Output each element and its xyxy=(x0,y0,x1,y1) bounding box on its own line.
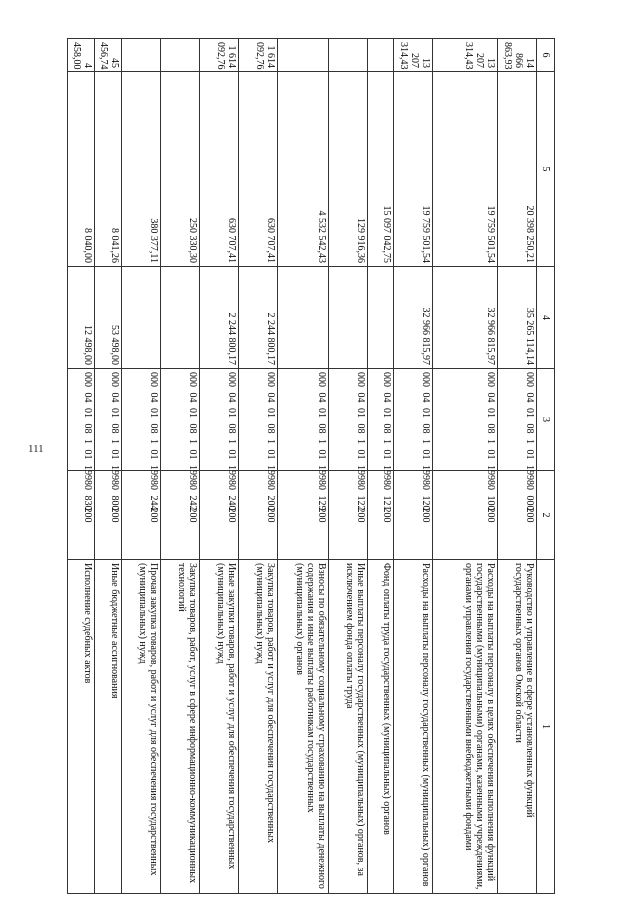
table-row xyxy=(68,39,95,894)
classification-code: 000 04 01 08 1 01 19980 100 xyxy=(433,369,498,471)
value-col6: 13 207 314,43 xyxy=(433,39,498,72)
value-col5: 19 759 501,54 xyxy=(433,72,498,267)
header-cell: 5 xyxy=(536,72,554,267)
classification-code: 000 04 01 08 1 01 19980 000 xyxy=(497,369,536,471)
value-col4: 2 244 800,17 xyxy=(199,267,238,369)
row-name: Иные бюджетные ассигнования xyxy=(95,560,122,894)
row-name: Расходы на выплаты персоналу в целях обеспечения выполнения функций государственными (муниципальными) органами, казенными учреждениями, органами управления государственными внебюджетными фондами xyxy=(433,560,498,894)
admin-code: 200 xyxy=(95,471,122,560)
value-col4 xyxy=(160,267,199,369)
value-col6 xyxy=(329,39,368,72)
header-cell: 6 xyxy=(536,39,554,72)
classification-code: 000 04 01 08 1 01 19980 800 xyxy=(95,369,122,471)
header-cell: 2 xyxy=(536,471,554,560)
row-name: Руководство и управление в сфере установленных функций государственных органов Омской области xyxy=(497,560,536,894)
row-name: Фонд оплаты труда государственных (муниципальных) органов xyxy=(368,560,394,894)
admin-code: 200 xyxy=(277,471,329,560)
admin-code: 200 xyxy=(238,471,277,560)
value-col5: 380 377,11 xyxy=(122,72,161,267)
admin-code: 200 xyxy=(199,471,238,560)
value-col4 xyxy=(329,267,368,369)
admin-code: 200 xyxy=(368,471,394,560)
header-cell: 1 xyxy=(536,560,554,894)
admin-code: 200 xyxy=(497,471,536,560)
value-col5: 8 041,26 xyxy=(95,72,122,267)
value-col5: 20 398 250,21 xyxy=(497,72,536,267)
value-col4: 32 966 815,97 xyxy=(394,267,433,369)
value-col5: 630 707,41 xyxy=(199,72,238,267)
value-col5: 250 330,30 xyxy=(160,72,199,267)
page-number: 111 xyxy=(28,443,44,455)
table-row xyxy=(199,39,238,894)
value-col5: 4 532 542,43 xyxy=(277,72,329,267)
classification-code: 000 04 01 08 1 01 19980 129 xyxy=(277,369,329,471)
header-cell: 3 xyxy=(536,369,554,471)
budget-table-container xyxy=(67,38,555,893)
row-name: Закупка товаров, работ и услуг для обеспечения государственных (муниципальных) нужд xyxy=(238,560,277,894)
value-col5: 8 040,00 xyxy=(68,72,95,267)
value-col6: 13 207 314,43 xyxy=(394,39,433,72)
admin-code: 200 xyxy=(329,471,368,560)
table-row xyxy=(433,39,498,894)
value-col4 xyxy=(122,267,161,369)
table-row xyxy=(329,39,368,894)
row-name: Закупка товаров, работ, услуг в сфере информационно-коммуникационных технологий xyxy=(160,560,199,894)
classification-code: 000 04 01 08 1 01 19980 120 xyxy=(394,369,433,471)
value-col6: 1 614 092,76 xyxy=(199,39,238,72)
table-row xyxy=(368,39,394,894)
value-col5: 19 759 501,54 xyxy=(394,72,433,267)
value-col6 xyxy=(160,39,199,72)
value-col4: 2 244 800,17 xyxy=(238,267,277,369)
table-row xyxy=(277,39,329,894)
value-col4 xyxy=(277,267,329,369)
value-col4: 35 265 114,14 xyxy=(497,267,536,369)
row-name: Прочая закупка товаров, работ и услуг для обеспечения государственных (муниципальных) нужд xyxy=(122,560,161,894)
classification-code: 000 04 01 08 1 01 19980 200 xyxy=(238,369,277,471)
value-col6: 1 614 092,76 xyxy=(238,39,277,72)
admin-code: 200 xyxy=(68,471,95,560)
classification-code: 000 04 01 08 1 01 19980 240 xyxy=(199,369,238,471)
table-row xyxy=(95,39,122,894)
value-col5: 630 707,41 xyxy=(238,72,277,267)
table-row xyxy=(394,39,433,894)
value-col5: 15 097 042,75 xyxy=(368,72,394,267)
value-col6 xyxy=(277,39,329,72)
row-name: Иные выплаты персоналу государственных (муниципальных) органов, за исключением фонда оплаты труда xyxy=(329,560,368,894)
row-name: Взносы по обязательному социальному страхованию на выплаты денежного содержания и иные выплаты работникам государственных (муниципальных) органов xyxy=(277,560,329,894)
row-name: Исполнение судебных актов xyxy=(68,560,95,894)
row-name: Иные закупки товаров, работ и услуг для обеспечения государственных (муниципальных) нужд xyxy=(199,560,238,894)
classification-code: 000 04 01 08 1 01 19980 244 xyxy=(122,369,161,471)
classification-code: 000 04 01 08 1 01 19980 121 xyxy=(368,369,394,471)
admin-code: 200 xyxy=(160,471,199,560)
classification-code: 000 04 01 08 1 01 19980 242 xyxy=(160,369,199,471)
value-col6 xyxy=(122,39,161,72)
header-cell: 4 xyxy=(536,267,554,369)
table-row xyxy=(122,39,161,894)
header-row xyxy=(536,39,554,894)
value-col6 xyxy=(368,39,394,72)
value-col4: 53 498,00 xyxy=(95,267,122,369)
admin-code: 200 xyxy=(394,471,433,560)
value-col6: 45 456,74 xyxy=(95,39,122,72)
table-row xyxy=(238,39,277,894)
table-row xyxy=(160,39,199,894)
value-col6: 14 866 863,93 xyxy=(497,39,536,72)
table-row xyxy=(497,39,536,894)
value-col5: 129 916,36 xyxy=(329,72,368,267)
value-col4: 12 498,00 xyxy=(68,267,95,369)
value-col6: 4 458,00 xyxy=(68,39,95,72)
classification-code: 000 04 01 08 1 01 19980 830 xyxy=(68,369,95,471)
admin-code: 200 xyxy=(433,471,498,560)
budget-table xyxy=(67,38,555,894)
classification-code: 000 04 01 08 1 01 19980 122 xyxy=(329,369,368,471)
value-col4: 32 966 815,97 xyxy=(433,267,498,369)
row-name: Расходы на выплаты персоналу государственных (муниципальных) органов xyxy=(394,560,433,894)
admin-code: 200 xyxy=(122,471,161,560)
value-col4 xyxy=(368,267,394,369)
